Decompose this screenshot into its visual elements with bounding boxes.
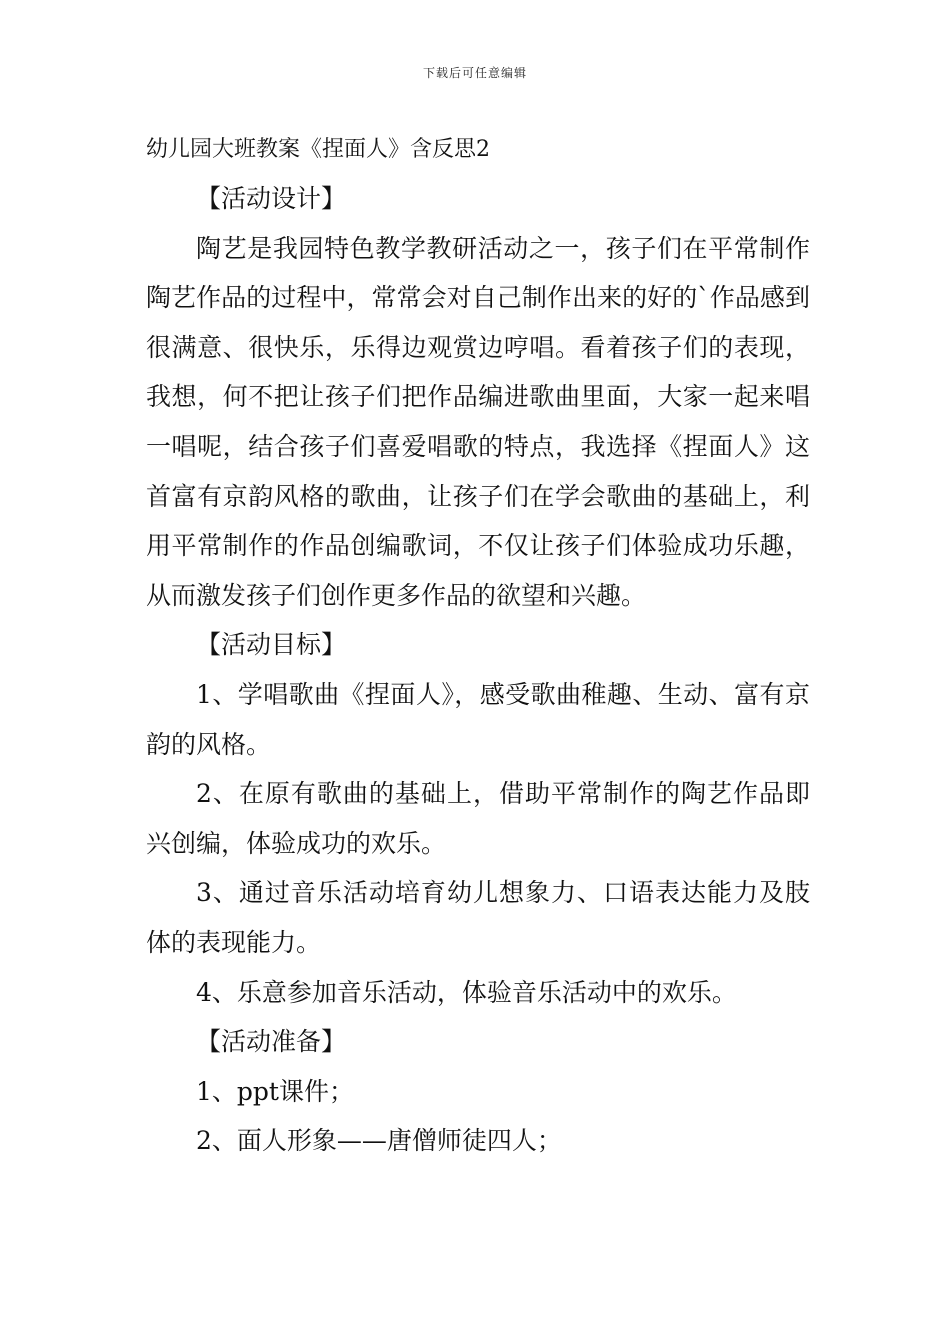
section-heading-prep: 【活动准备】 [196,1027,347,1057]
header-note: 下载后可任意编辑 [422,66,527,80]
design-paragraph: 陶艺是我园特色教学教研活动之一，孩子们在平常制作陶艺作品的过程中，常常会对自己制作出来的好的`作品感到很满意、很快乐，乐得边观赏边哼唱。看着孩子们的表现，我想，何不把让孩子们把作品编进歌曲里面，大家一起来唱一唱呢，结合孩子们喜爱唱歌的特点，我选择《捏面人》这首富有京韵风格的歌曲，让孩子们在学会歌曲的基础上，利用平常制作的作品创编歌词，不仅让孩子们体验成功乐趣，从而激发孩子们创作更多作品的欲望和兴趣。 [146,233,810,610]
prep-item: 2、面人形象——唐僧师徒四人； [196,1126,562,1156]
section-heading-design: 【活动设计】 [196,184,347,213]
goal-item: 1、学唱歌曲《捏面人》，感受歌曲稚趣、生动、富有京韵的风格。 [146,679,810,759]
document-title: 幼儿园大班教案《捏面人》含反思2 [146,137,490,162]
prep-item: 1、ppt课件； [196,1076,354,1106]
goal-item: 4、乐意参加音乐活动，体验音乐活动中的欢乐。 [196,977,737,1007]
document-body [146,126,810,1166]
section-heading-goals: 【活动目标】 [196,630,347,660]
goal-item: 3、通过音乐活动培育幼儿想象力、口语表达能力及肢体的表现能力。 [146,878,810,957]
goal-item: 2、在原有歌曲的基础上，借助平常制作的陶艺作品即兴创编，体验成功的欢乐。 [146,779,810,858]
